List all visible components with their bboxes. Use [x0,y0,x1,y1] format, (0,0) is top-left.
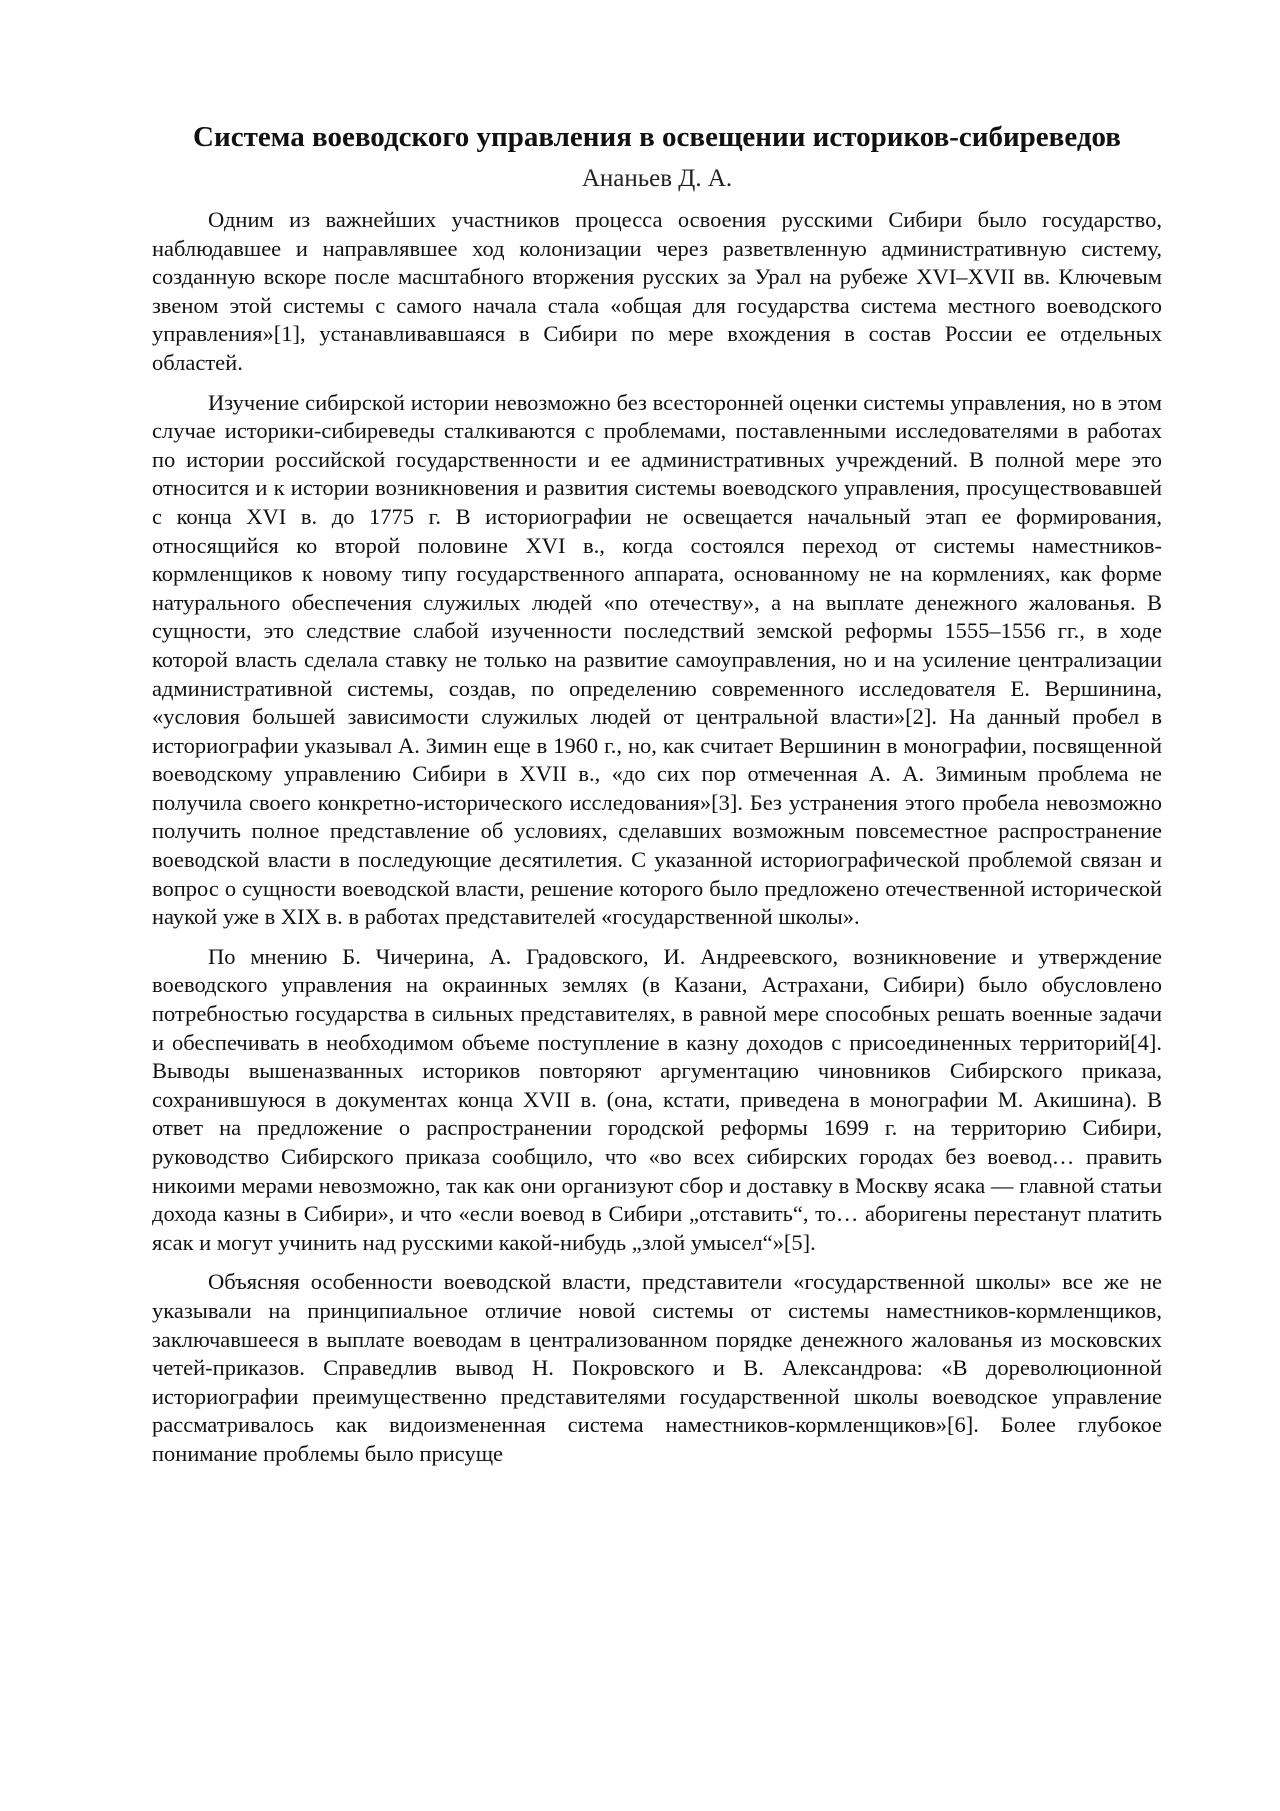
paragraph: По мнению Б. Чичерина, А. Градовского, И. Андреевского, возникновение и утверждение воеводского управления на окраинных землях (в Казани, Астрахани, Сибири) было обусловлено потребностью государства в сильных представителях, в равной мере способных решать военные задачи и обеспечивать в необходимом объеме поступление в казну доходов с присоединенных территорий[4]. Выводы вышеназванных историков повторяют аргументацию чиновников Сибирского приказа, сохранившуюся в документах конца XVII в. (она, кстати, приведена в монографии М. Акишина). В ответ на предложение о распространении городской реформы 1699 г. на территорию Сибири, руководство Сибирского приказа сообщило, что «во всех сибирских городах без воевод… править никоими мерами невозможно, так как они организуют сбор и доставку в Москву ясака — главной статьи дохода казны в Сибири», и что «если воевод в Сибири „отставить“, то… аборигены перестанут платить ясак и могут учинить над русскими какой-нибудь „злой умысел“»[5]. [152,943,1162,1255]
document-page [152,118,1162,1480]
paragraph: Одним из важнейших участников процесса освоения русскими Сибири было государство, наблюдавшее и направлявшее ход колонизации через разветвленную административную систему, созданную вскоре после масштабного вторжения русских за Урал на рубеже XVI–XVII вв. Ключевым звеном этой системы с самого начала стала «общая для государства система местного воеводского управления»[1], устанавливавшаяся в Сибири по мере вхождения в состав России ее отдельных областей. [152,207,1162,375]
document-author: Ананьев Д. А. [581,165,733,192]
paragraph: Изучение сибирской истории невозможно без всесторонней оценки системы управления, но в этом случае историки-сибиреведы сталкиваются с проблемами, поставленными исследователями в работах по истории российской государственности и ее административных учреждений. В полной мере это относится и к истории возникновения и развития системы воеводского управления, просуществовавшей с конца XVI в. до 1775 г. В историографии не освещается начальный этап ее формирования, относящийся ко второй половине XVI в., когда состоялся переход от системы наместников-кормленщиков к новому типу государственного аппарата, основанному не на кормлениях, как форме натурального обеспечения служилых людей «по отечеству», а на выплате денежного жалованья. В сущности, это следствие слабой изученности последствий земской реформы 1555–1556 гг., в ходе которой власть сделала ставку не только на развитие самоуправления, но и на усиление централизации административной системы, создав, по определению современного исследователя Е. Вершинина, «условия большей зависимости служилых людей от центральной власти»[2]. На данный пробел в историографии указывал А. Зимин еще в 1960 г., но, как считает Вершинин в монографии, посвященной воеводскому управлению Сибири в XVII в., «до сих пор отмеченная А. А. Зиминым проблема не получила своего конкретно-исторического исследования»[3]. Без устранения этого пробела невозможно получить полное представление об условиях, сделавших возможным повсеместное распространение воеводской власти в последующие десятилетия. С указанной историографической проблемой связан и вопрос о сущности воеводской власти, решение которого было предложено отечественной исторической наукой уже в XIX в. в работах представителей «государственной школы». [152,389,1162,930]
document-title: Система воеводского управления в освещении историков-сибиреведов [193,121,1121,153]
document-body [152,206,1162,1469]
paragraph: Объясняя особенности воеводской власти, представители «государственной школы» все же не указывали на принципиальное отличие новой системы от системы наместников-кормленщиков, заключавшееся в выплате воеводам в централизованном порядке денежного жалованья из московских четей-приказов. Справедлив вывод Н. Покровского и В. Александрова: «В дореволюционной историографии преимущественно представителями государственной школы воеводское управление рассматривалось как видоизмененная система наместников-кормленщиков»[6]. Более глубокое понимание проблемы было присуще [152,1269,1162,1466]
